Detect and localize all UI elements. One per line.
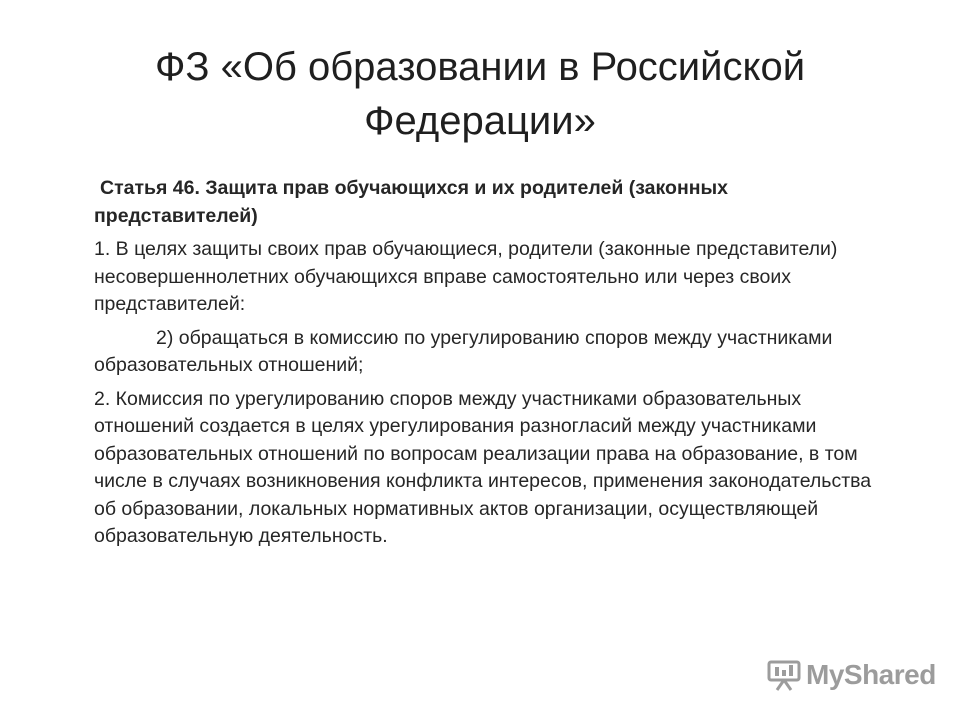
sub-item-2: 2) обращаться в комиссию по урегулированию споров между участниками образовательных отношений; [94,326,833,376]
slide-title: ФЗ «Об образовании в Российской Федерации» [154,45,806,143]
paragraph-2: 2. Комиссия по урегулированию споров между участниками образовательных отношений создается в целях урегулирования разногласий между участниками образовательных отношений по вопросам реализации права на образование, в том числе в случаях возникновения конфликта интересов, применения законодательства об образовании, локальных нормативных актов организации, осуществляющей образовательную деятельность. [94,387,872,547]
article-heading: Статья 46. Защита прав обучающихся и их родителей (законных представителей) [94,177,728,227]
presentation-board-icon [766,659,802,691]
slide-content [94,175,874,557]
watermark-logo [766,655,936,695]
watermark-text: MyShared [806,659,936,690]
paragraph-1: 1. В целях защиты своих прав обучающиеся, родители (законные представители) несовершеннолетних обучающихся вправе самостоятельно или через своих представителей: [94,238,838,315]
